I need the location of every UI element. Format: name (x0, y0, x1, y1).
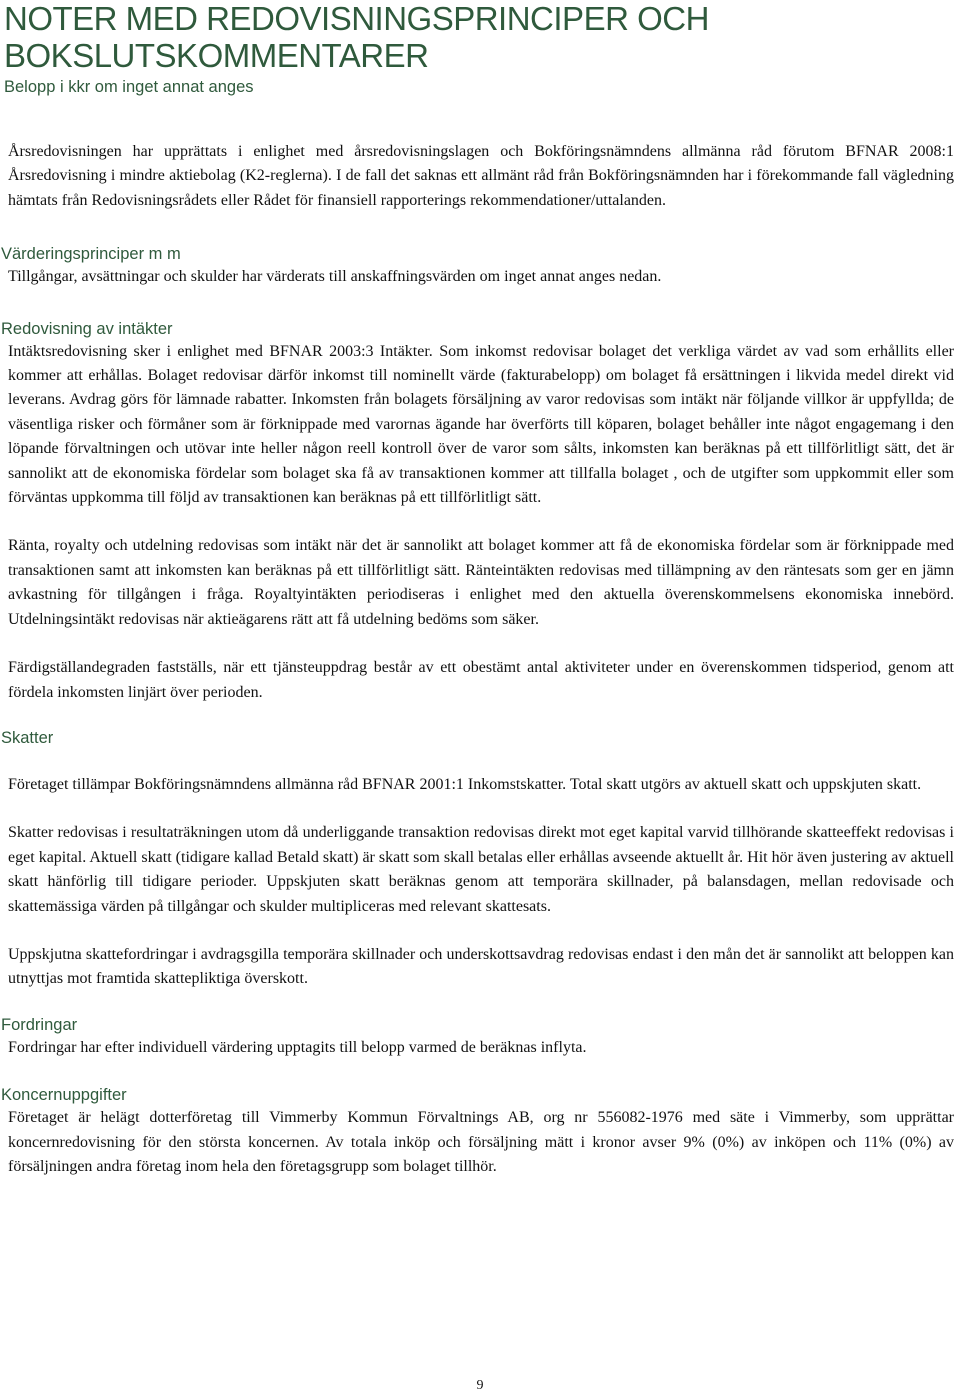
taxes-paragraph-2: Skatter redovisas i resultaträkningen utom då underliggande transaktion redovisas direkt mot eget kapital varvid tillhörande skatteeffekt redovisas i eget kapital. Aktuell skatt (tidigare kallad Betald skatt) är skatt som skall betalas eller erhållas avseende aktuellt år. Hit hör även justering av aktuell skatt hänförlig till tidigare perioder. Uppskjuten skatt beräknas genom att temporära skillnader, på balansdagen, mellan redovisade och skattemässiga värden på tillgångar och skulder multipliceras med relevant skattesats. (8, 824, 954, 915)
title-line-1: NOTER MED REDOVISNINGSPRINCIPER OCH (4, 0, 709, 37)
revenue-paragraph-2: Ränta, royalty och utdelning redovisas som intäkt när det är sannolikt att bolaget kommer att få de ekonomiska fördelar som är förknippade med transaktionen samt att inkomsten kan beräknas på ett tillförlitligt sätt. Ränteintäkten redovisas med tillämpning av den räntesats som ger en jämn avkastning för tillgången i fråga. Royaltyintäkten periodiseras i enlighet med den aktuella överenskommelsens ekonomiska innebörd. Utdelningsintäkt redovisas när aktieägarens rätt att få utdelning bedöms som säker. (8, 537, 954, 628)
notes-body (1, 140, 958, 1179)
page-number: 9 (476, 1378, 484, 1393)
taxes-paragraph-1: Företaget tillämpar Bokföringsnämndens allmänna råd BFNAR 2001:1 Inkomstskatter. Total skatt utgörs av aktuell skatt och uppskjuten skatt. (8, 775, 922, 793)
intro-paragraph: Årsredovisningen har upprättats i enlighet med årsredovisningslagen och Bokföringsnämndens allmänna råd förutom BFNAR 2008:1 Årsredovisning i mindre aktiebolag (K2-reglerna). I de fall det saknas ett allmänt råd från Bokföringsnämnden har i förekommande fall vägledning hämtats från Redovisningsrådets eller Rådet för finansiell rapporterings rekommendationer/uttalanden. (8, 143, 954, 209)
title-line-2: BOKSLUTSKOMMENTARER (4, 37, 429, 74)
group-heading: Koncernuppgifter (1, 1086, 127, 1105)
receivables-paragraph: Fordringar har efter individuell värdering upptagits till belopp varmed de beräknas inflyta. (8, 1038, 587, 1056)
revenue-paragraph-3: Färdigställandegraden fastställs, när ett tjänsteuppdrag består av ett obestämt antal aktiviteter under en överenskommen tidsperiod, genom att fördela inkomsten linjärt över perioden. (8, 659, 954, 701)
revenue-paragraph-1: Intäktsredovisning sker i enlighet med BFNAR 2003:3 Intäkter. Som inkomst redovisar bolaget det verkliga värdet av vad som erhållits eller kommer att erhållas. Bolaget redovisar därför inkomst till nominellt värde (fakturabelopp) om bolaget få ersättningen i likvida medel direkt vid leverans. Avdrag görs för lämnade rabatter. Inkomsten från bolagets försäljning av varor redovisas som intäkt när följande villkor är uppfyllda; de väsentliga risker och förmåner som är förknippade med varornas ägande har överförts till köparen, bolaget behåller inte något engagemang i den löpande förvaltningen och utövar inte heller någon reell kontroll över de varor som sålts, inkomsten kan beräknas på ett tillförlitligt sätt, det är sannolikt att de ekonomiska fördelar som bolaget ska få av transaktionen kommer att tillfalla bolaget , och de utgifter som uppkommit eller som förväntas uppkomma till följd av transaktionen kan beräknas på ett tillförlitligt sätt. (8, 342, 954, 507)
valuation-paragraph: Tillgångar, avsättningar och skulder har värderats till anskaffningsvärden om inget annat anges nedan. (8, 268, 662, 286)
taxes-paragraph-3: Uppskjutna skattefordringar i avdragsgilla temporära skillnader och underskottsavdrag redovisas endast i den mån det är sannolikt att beloppen kan utnyttjas mot framtida skattepliktiga överskott. (8, 945, 954, 988)
page-header (0, 0, 960, 97)
page-subtitle: Belopp i kkr om inget annat anges (4, 78, 254, 96)
group-paragraph: Företaget är helägt dotterföretag till Vimmerby Kommun Förvaltnings AB, org nr 556082-1976 med säte i Vimmerby, som upprättar koncernredovisning för den största koncernen. Av totala inköp och försäljning mätt i kronor avser 9% (0%) av inköpen och 11% (0%) av försäljningen andra företag inom hela den företagsgrupp som bolaget tillhör. (8, 1109, 954, 1175)
valuation-heading: Värderingsprinciper m m (1, 245, 181, 264)
receivables-heading: Fordringar (1, 1015, 78, 1034)
taxes-heading: Skatter (1, 728, 54, 747)
page-title (0, 0, 960, 74)
revenue-heading: Redovisning av intäkter (1, 319, 173, 338)
